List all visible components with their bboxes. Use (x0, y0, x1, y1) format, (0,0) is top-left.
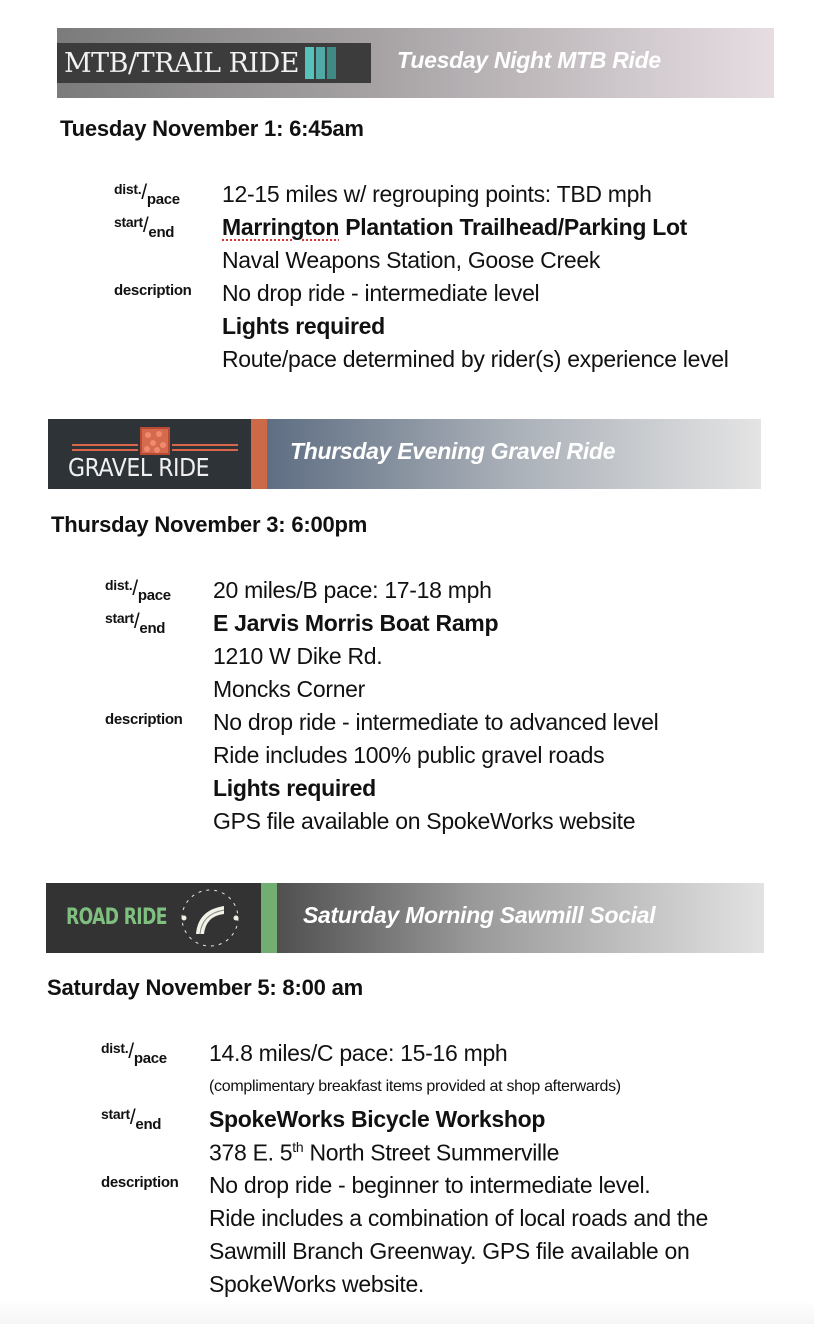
start-end-label: start/$_{end}$ (114, 214, 175, 241)
dist-pace-value: 12-15 miles w/ regrouping points: TBD mph (222, 181, 652, 207)
dist-pace-value: 20 miles/B pace: 17-18 mph (213, 577, 492, 603)
start-location-address: Naval Weapons Station, Goose Creek (222, 247, 601, 273)
start-location-address: 378 E. 5th North Street Summerville (209, 1139, 560, 1166)
description-line: No drop ride - intermediate level (222, 280, 540, 306)
banner-title: Saturday Morning Sawmill Social (303, 902, 656, 928)
ride-date: Tuesday November 1: 6:45am (60, 116, 364, 141)
dist-pace-label: $dist./_{pace}$ (114, 181, 180, 208)
description-line: Lights required (213, 775, 376, 801)
road-accent-stripe (261, 883, 277, 953)
road-logo-text: ROAD RIDE (66, 905, 167, 930)
dist-pace-note: (complimentary breakfast items provided at shop afterwards) (209, 1078, 621, 1095)
dist-pace-label: $dist./_{pace}$ (101, 1040, 167, 1067)
description-line: Lights required (222, 313, 385, 339)
start-location-name: Marrington Plantation Trailhead/Parking Lot (222, 214, 688, 240)
road-badge-icon (176, 886, 244, 950)
description-label: description (101, 1174, 179, 1191)
mtb-banner (57, 28, 774, 98)
banner-title: Tuesday Night MTB Ride (397, 47, 661, 73)
gravel-square-icon (140, 427, 170, 455)
mtb-logo (57, 43, 371, 83)
description-label: description (105, 711, 183, 728)
description-line: No drop ride - intermediate to advanced level (213, 709, 659, 735)
ride-date: Saturday November 5: 8:00 am (47, 975, 363, 1000)
start-location-name: E Jarvis Morris Boat Ramp (213, 610, 499, 636)
start-location-city: Moncks Corner (213, 676, 366, 702)
description-line: GPS file available on SpokeWorks website (213, 808, 636, 834)
start-end-label: start/$_{end}$ (101, 1106, 162, 1133)
banner-title: Thursday Evening Gravel Ride (290, 438, 616, 464)
description-line: No drop ride - beginner to intermediate level. (209, 1172, 651, 1198)
mtb-logo-text: MTB/TRAIL RIDE (64, 47, 299, 79)
dist-pace-label: $dist./_{pace}$ (105, 577, 171, 604)
description-line: Ride includes 100% public gravel roads (213, 742, 605, 768)
gravel-logo (48, 419, 251, 489)
bars-icon (305, 47, 336, 79)
start-location-name: SpokeWorks Bicycle Workshop (209, 1106, 546, 1132)
road-banner (46, 883, 764, 953)
gravel-logo-text: GRAVEL RIDE (68, 453, 210, 482)
description-line: Route/pace determined by rider(s) experience level (222, 346, 729, 372)
description-line: SpokeWorks website. (209, 1271, 425, 1297)
description-line: Sawmill Branch Greenway. GPS file available on (209, 1238, 690, 1264)
gravel-accent-stripe (251, 419, 267, 489)
gravel-banner (48, 419, 761, 489)
description-label: description (114, 282, 192, 299)
start-location-address: 1210 W Dike Rd. (213, 643, 383, 669)
road-logo (46, 883, 261, 953)
description-line: Ride includes a combination of local roads and the (209, 1205, 708, 1231)
start-end-label: start/$_{end}$ (105, 610, 166, 637)
ride-date: Thursday November 3: 6:00pm (51, 512, 368, 537)
page-bottom-fade (0, 1300, 814, 1324)
dist-pace-value: 14.8 miles/C pace: 15-16 mph (209, 1040, 508, 1066)
